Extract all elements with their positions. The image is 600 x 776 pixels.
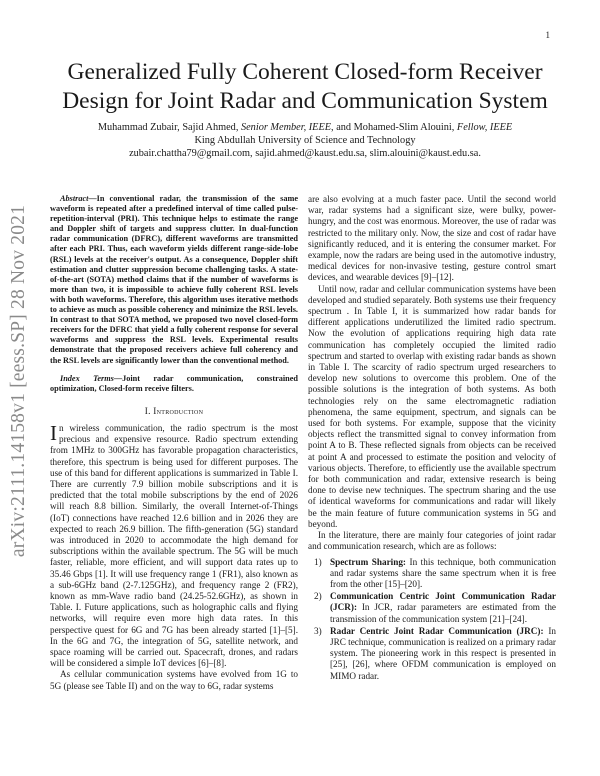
right-paragraph-1: are also evolving at a much faster pace. Until the second world war, radar systems had a significant size, were bulky, power-hungry, and the cost was enormous. Moreover, the use of radar was restricted to the military only. Now, the size and cost of radar have significantly reduced, and it is entering the consumer market. For example, now the radars are being used in the automotive industry, medical devices for non-invasive testing, gesture control smart devices, and wearable devices [9]–[12].: [308, 194, 556, 283]
category-list: [308, 557, 556, 682]
right-paragraph-2: Until now, radar and cellular communication systems have been developed and studied separately. Both systems use their frequency spectrum . In Table I, it is summarized how radar bands for different applications underutilized the limited radio spectrum. Now the evolution of applications requiring high data rate communication has completely occupied the limited radio spectrum and started to overlap with existing radar bands as shown in Table I. The scarcity of radio spectrum urged researchers to develop new solutions to overcome this problem. One of the possible solutions is the integration of both systems. As both technologies rely on the same electromagnetic radiation phenomena, the same equipment, spectrum, and signals can be used for both systems. For example, suppose that the vicinity objects reflect the transmitted signal to convey information from point A to B. These reflected signals from objects can be received at point A and processed to estimate the position and velocity of various objects. Therefore, to efficiently use the available spectrum for both communication and radar, extensive research is being done to devise new techniques. The spectrum sharing and the use of identical waveforms for communications and radar will likely be the main feature of future communication systems in 5G and beyond.: [308, 283, 556, 529]
paper-title: Generalized Fully Coherent Closed-form Receiver Design for Joint Radar and Communication System: [62, 59, 548, 114]
list-item-number: 1): [314, 556, 322, 567]
index-terms-label: Index Terms: [60, 373, 114, 383]
right-paragraph-3: In the literature, there are mainly four categories of joint radar and communication research, which are as follows:: [308, 530, 556, 552]
list-item: [308, 626, 556, 682]
author-title-senior: Senior Member, IEEE: [240, 122, 332, 133]
list-item: [308, 557, 556, 591]
list-item-number: 3): [314, 625, 322, 636]
section-title: Introduction: [153, 405, 204, 416]
section-heading-introduction: [50, 406, 298, 417]
abstract-label: Abstract: [60, 194, 89, 203]
author-block: [48, 121, 562, 160]
author-title-fellow: Fellow, IEEE: [456, 122, 513, 133]
abstract: [50, 194, 298, 366]
arxiv-identifier: arXiv:2111.14158v1 [eess.SP] 28 Nov 2021: [8, 204, 29, 558]
drop-cap: I: [50, 420, 57, 445]
author-line: [48, 121, 562, 134]
arxiv-stamp: [6, 172, 32, 590]
right-column: [308, 194, 556, 683]
author-names-b: , and Mohamed-Slim Alouini,: [331, 122, 457, 133]
left-column: [50, 194, 298, 692]
list-item-text: In this technique, both communication and radar systems share the same spectrum when it is free from the other [15]–[20].: [330, 556, 556, 589]
section-number: I.: [144, 405, 154, 416]
author-emails: zubair.chattha79@gmail.com, sajid.ahmed@kaust.edu.sa, slim.alouini@kaust.edu.sa.: [129, 148, 481, 159]
page-number: 1: [545, 30, 550, 40]
list-item-heading: Communication Centric Joint Communication Radar (JCR):: [330, 591, 556, 613]
affiliation: King Abdullah University of Science and Technology: [194, 135, 416, 146]
list-item-text: In JCR, radar parameters are estimated from the transmission of the communication system [21]–[24].: [330, 602, 556, 624]
list-item-text: In JRC technique, communication is realized on a primary radar system. The pioneering work in this respect is presented in [25], [26], where OFDM communication is employed on MIMO radar.: [330, 625, 557, 681]
list-item-heading: Radar Centric Joint Radar Communication (JRC):: [330, 625, 544, 636]
list-item-heading: Spectrum Sharing:: [330, 556, 406, 567]
abstract-text: —In conventional radar, the transmission of the same waveform is repeated after a predefined interval of time called pulse-repetition-interval (PRI). This technique helps to estimate the range and Doppler shift of targets and suppress clutter. In dual-function radar communication (DFRC), different waveforms are transmitted after each PRI. Thus, each waveform yields different range-side-lobe (RSL) levels at the receiver's output. As a consequence, Doppler shift estimation and clutter suppression become challenging tasks. A state-of-the-art (SOTA) method claims that if the number of waveforms is more than two, it is impossible to achieve fully coherent RSL levels with both waveforms. Therefore, this algorithm uses iterative methods to achieve as much as possible coherency and minimize the RSL levels. In contrast to that SOTA method, we proposed two novel closed-form receivers for the DFRC that yield a fully coherent response for several waveforms and suppress the RSL levels. Experimental results demonstrate that the proposed receivers achieve full coherency and the RSL levels are significantly lower than the conventional method.: [50, 194, 298, 365]
intro-paragraph-1-text: n wireless communication, the radio spectrum is the most precious and expensive resource. Radio spectrum extending from 1MHz to 300GHz has favorable propagation characteristics, therefore, this spectrum is being used for different purposes. The use of this band for different applications is summarized in Table I. There are currently 7.9 billion mobile subscriptions and it is predicted that the total mobile subscriptions by the end of 2026 will reach 8.8 billion. Similarly, the overall Internet-of-Things (IoT) connections have reached 12.6 billion and in 2026 they are expected to reach 26.9 billion. The fifth-generation (5G) standard was introduced in 2020 to accommodate the high demand for subscriptions within the available spectrum. The 5G will be much faster, reliable, more efficient, and will support data rates up to 35.46 Gbps [1]. It will use frequency range 1 (FR1), also known as a sub-6GHz band (2-7.125GHz), and frequency range 2 (FR2), known as mm-Wave radio band (24.25-52.6GHz), as shown in Table. I. Future applications, such as holographic calls and flying networks, will require even more high data rates. In this perspective quest for 6G and 7G has been already started [1]–[5]. In the 6G and 7G, the integration of 5G, satellite network, and space roaming will be carried out. Spacecraft, drones, and radars will be considered a simple IoT devices [6]–[8].: [50, 422, 298, 669]
index-terms-text: —Joint radar communication, constrained optimization, Closed-form receive filters.: [50, 373, 298, 393]
author-names-a: Muhammad Zubair, Sajid Ahmed,: [97, 122, 241, 133]
intro-paragraph-2: As cellular communication systems have evolved from 1G to 5G (please see Table II) and on the way to 6G, radar systems: [50, 669, 298, 691]
list-item: [308, 591, 556, 625]
index-terms: [50, 374, 298, 394]
intro-paragraph-1: [50, 420, 298, 669]
list-item-number: 2): [314, 591, 322, 602]
